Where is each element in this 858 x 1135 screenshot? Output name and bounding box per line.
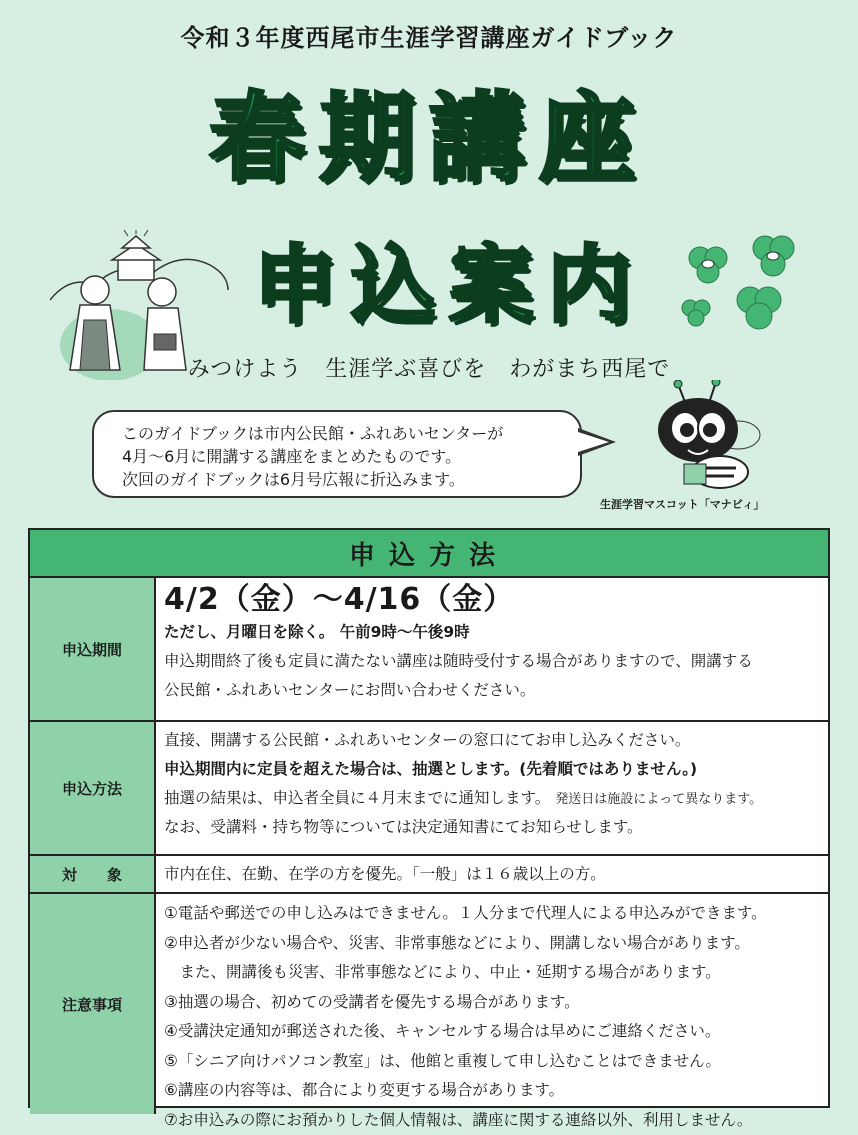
method-line [164, 784, 820, 813]
sub-title: 申込案内 [20, 218, 858, 339]
label-method: 申込方法 [30, 722, 156, 854]
note-item: ⑥講座の内容等は、都合により変更する場合があります。 [164, 1076, 820, 1106]
method-line: なお、受講料・持ち物等については決定通知書にてお知らせします。 [164, 813, 820, 842]
table-heading: 申込方法 [30, 530, 828, 578]
notice-line: 次回のガイドブックは6月号広報に折込みます。 [122, 468, 580, 491]
main-title: 春期講座 [0, 62, 858, 199]
label-notes: 注意事項 [30, 894, 156, 1114]
note-item: また、開講後も災害、非常事態などにより、中止・延期する場合があります。 [164, 958, 820, 988]
period-date: 4/2（金）～4/16（金） [164, 578, 820, 618]
target-text: 市内在住、在勤、在学の方を優先。「一般」は１６歳以上の方。 [164, 856, 820, 892]
label-period: 申込期間 [30, 578, 156, 720]
period-hours: ただし、月曜日を除く。 午前9時～午後9時 [164, 618, 820, 647]
notice-bubble [92, 410, 582, 498]
notice-line: 4月～6月に開講する講座をまとめたものです。 [122, 445, 580, 468]
row-notes [30, 894, 828, 1114]
note-item: ⑤「シニア向けパソコン教室」は、他館と重複して申し込むことはできません。 [164, 1047, 820, 1077]
label-target: 対 象 [30, 856, 156, 892]
note-item: ④受講決定通知が郵送された後、キャンセルする場合は早めにご連絡ください。 [164, 1017, 820, 1047]
period-note: 公民館・ふれあいセンターにお問い合わせください。 [164, 676, 820, 705]
note-item: ②申込者が少ない場合や、災害、非常事態などにより、開講しない場合があります。 [164, 929, 820, 959]
method-line: 直接、開講する公民館・ふれあいセンターの窓口にてお申し込みください。 [164, 726, 820, 755]
method-lottery: 申込期間内に定員を超えた場合は、抽選とします。(先着順ではありません。) [164, 755, 820, 784]
row-method [30, 722, 828, 856]
bubble-tail-inner [575, 431, 609, 453]
clover-illustration [670, 228, 810, 338]
note-item: ①電話や郵送での申し込みはできません。１人分まで代理人による申込みができます。 [164, 899, 820, 929]
mascot-illustration [640, 380, 770, 495]
mascot-caption: 生涯学習マスコット「マナビィ」 [600, 496, 765, 512]
slogan: みつけよう 生涯学ぶ喜びを わがまち西尾で [0, 352, 858, 383]
method-result: 抽選の結果は、申込者全員に４月末までに通知します。 [164, 789, 550, 807]
note-item: ③抽選の場合、初めての受講者を優先する場合があります。 [164, 988, 820, 1018]
note-item: ⑦お申込みの際にお預かりした個人情報は、講座に関する連絡以外、利用しません。 [164, 1106, 820, 1135]
series-title: 令和３年度西尾市生涯学習講座ガイドブック [0, 18, 858, 53]
application-table [28, 528, 830, 1108]
row-period [30, 578, 828, 722]
period-note: 申込期間終了後も定員に満たない講座は随時受付する場合がありますので、開講する [164, 647, 820, 676]
row-target [30, 856, 828, 894]
notice-line: このガイドブックは市内公民館・ふれあいセンターが [122, 422, 580, 445]
method-shipping-note: 発送日は施設によって異なります。 [555, 792, 762, 807]
